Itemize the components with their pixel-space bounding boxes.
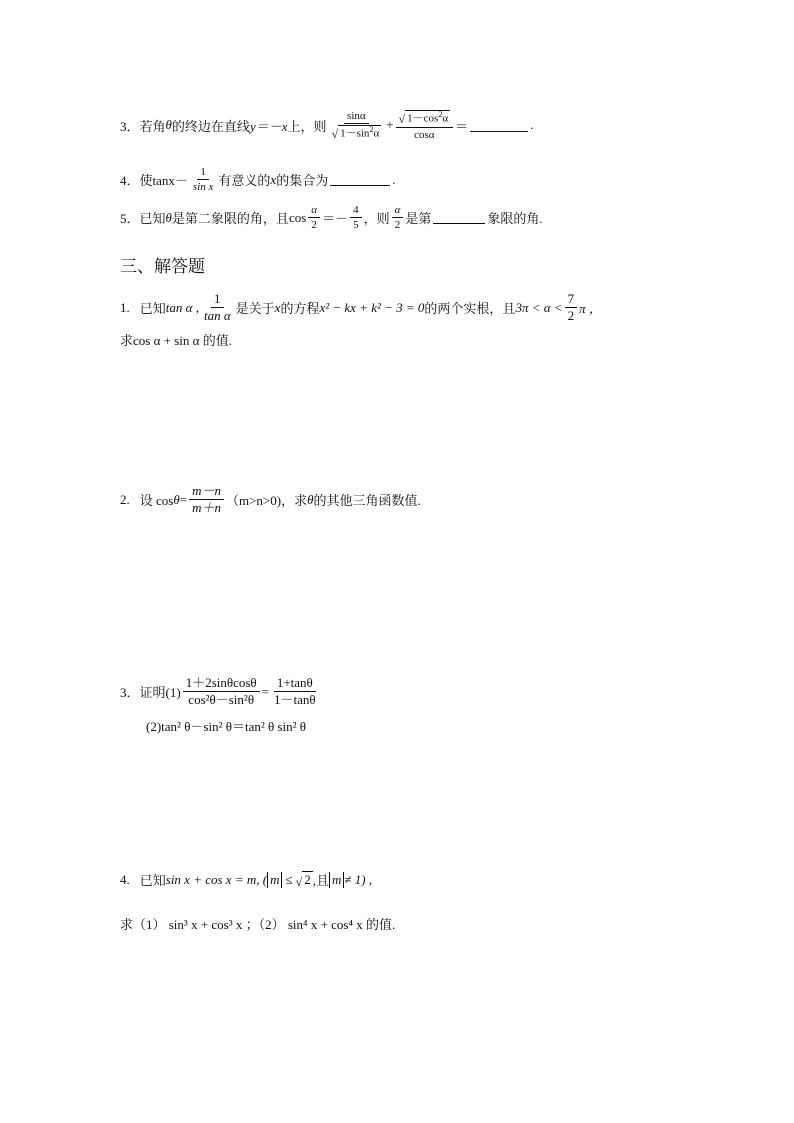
fraction-denominator: 2 — [567, 308, 575, 324]
text: 求（1） sin³ x + cos³ x ；（2） sin⁴ x + cos⁴ x 的值. — [120, 917, 396, 932]
fraction-alpha-over-2 — [308, 204, 320, 231]
radicand: 2 — [304, 872, 311, 887]
fraction-numerator: m－n — [189, 484, 224, 500]
abs-m: m — [267, 872, 282, 888]
sqrt-sign: √ $1-\cos^2\alpha$ — [398, 110, 449, 126]
text: ，则 — [363, 211, 390, 227]
fraction-denominator: 2 — [311, 219, 317, 232]
fraction-denominator: cosα — [414, 128, 435, 141]
line-equation: y＝－x — [249, 118, 288, 134]
solve-question-2 — [120, 484, 421, 516]
radicand-tail: α — [373, 127, 380, 140]
fraction-numerator: sinα — [344, 110, 369, 124]
fraction-denominator: m＋n — [192, 500, 221, 516]
fraction-numerator: 1 — [211, 292, 224, 308]
solve-question-1-line-2 — [120, 330, 232, 349]
equals-sign: ＝－ — [322, 211, 349, 227]
variable-x: x — [270, 171, 277, 187]
radicand: 1－sin — [340, 127, 370, 140]
text: 上，则 — [287, 118, 327, 134]
variable-x: x — [274, 299, 281, 315]
text: 象限的角. — [487, 211, 543, 227]
range-right: π ， — [579, 301, 602, 317]
text: 的两个实根，且 — [424, 301, 516, 317]
period: . — [392, 171, 396, 187]
text: 使 — [139, 173, 153, 189]
fraction-denominator: 5 — [353, 219, 359, 232]
equals-sign: = — [261, 683, 269, 699]
fill-question-5 — [120, 204, 543, 231]
sqrt-sign: √ $1-\sin^2\alpha$ — [331, 125, 380, 141]
condition: （m>n>0)，求 — [225, 493, 308, 509]
fraction-denominator: sin x — [192, 181, 214, 194]
fraction-numerator — [396, 110, 454, 128]
solve-question-3-line-2 — [146, 716, 306, 735]
answer-blank[interactable] — [470, 119, 528, 132]
text: 证明(1) — [139, 685, 181, 701]
question-number: 1. — [120, 299, 130, 315]
text: 有意义的 — [218, 173, 271, 189]
answer-blank[interactable] — [330, 173, 390, 186]
fraction-7-over-2 — [565, 292, 578, 324]
tan-expression: tanx－ — [152, 173, 188, 189]
fraction-m-n — [189, 484, 224, 516]
question-number: 3． — [120, 118, 140, 134]
text: 求cos α + sin α 的值. — [120, 333, 232, 348]
fraction-one-over-sin — [190, 166, 216, 193]
text: 是第二象限的角，且 — [171, 211, 289, 227]
question-number: 4． — [120, 173, 140, 189]
plus-sign: + — [386, 117, 394, 133]
question-number: 5． — [120, 211, 140, 227]
question-number: 3． — [120, 685, 140, 701]
fraction-sqrt-over-cos — [396, 110, 454, 141]
question-number: 2. — [120, 491, 130, 507]
fraction-numerator: 1 — [197, 166, 209, 180]
text: 设 cos — [139, 493, 174, 509]
question-number: 4. — [120, 871, 130, 887]
equals-sign: ＝ — [455, 118, 469, 134]
theta-symbol: θ — [165, 209, 172, 225]
abs-m: m — [329, 872, 344, 888]
fraction-numerator: 7 — [565, 292, 578, 308]
text: ,且 — [312, 873, 329, 888]
text: 是第 — [405, 211, 432, 227]
fraction-denominator: tan α — [203, 308, 231, 324]
fraction-denominator: cos²θ－sin²θ — [188, 692, 255, 708]
text: 的方程 — [280, 301, 320, 317]
theta-symbol: θ — [173, 491, 180, 507]
radicand: 1－cos — [407, 112, 439, 125]
text: 已知 — [139, 301, 166, 317]
tan-expression: tan α , — [165, 299, 199, 315]
text: 已知 — [139, 873, 166, 888]
text: 的集合为 — [276, 173, 329, 189]
equation: x² − kx + k² − 3 = 0 — [319, 299, 425, 315]
fraction-sin-over-sqrt — [329, 110, 385, 141]
text: 的终边在直线 — [171, 118, 250, 134]
fraction-numerator: 1＋2sinθcosθ — [183, 676, 260, 692]
le-sign: ≤ — [285, 871, 293, 887]
solve-question-4 — [120, 870, 372, 889]
section-heading: 三、解答题 — [120, 257, 205, 277]
solve-question-1 — [120, 292, 602, 324]
fraction-right — [271, 676, 319, 708]
text: 已知 — [139, 211, 166, 227]
expression-tail: ≠ 1) , — [344, 871, 373, 887]
fraction-denominator — [329, 124, 385, 141]
fill-question-3 — [120, 110, 533, 141]
period: . — [530, 117, 534, 133]
expression: sin x + cos x = m, ( — [165, 871, 268, 887]
solve-question-4-line-2 — [120, 914, 395, 933]
fraction-numerator: 4 — [350, 204, 362, 218]
theta-symbol: θ — [307, 491, 314, 507]
fraction-alpha-over-2 — [392, 204, 404, 231]
text: (2)tan² θ－sin² θ＝tan² θ sin² θ — [146, 719, 307, 734]
equals-sign: = — [179, 491, 188, 507]
cos-label: cos — [288, 209, 307, 225]
fraction-4-over-5 — [350, 204, 362, 231]
range-left: 3π < α < — [515, 299, 563, 315]
fraction-numerator: 1+tanθ — [274, 676, 316, 692]
fraction-one-over-tan — [201, 292, 234, 324]
text: 的其他三角函数值. — [313, 493, 421, 509]
text: 是关于 — [235, 301, 275, 317]
fill-question-4 — [120, 166, 395, 193]
fraction-denominator: 1－tanθ — [274, 692, 316, 708]
fraction-left — [183, 676, 260, 708]
theta-symbol: θ — [165, 117, 172, 133]
sqrt-sign: √ 2 — [295, 872, 311, 889]
fraction-denominator: 2 — [394, 219, 401, 232]
answer-blank[interactable] — [433, 211, 485, 224]
text: 若角 — [139, 118, 166, 134]
fraction-numerator: α — [308, 204, 320, 218]
radicand-tail: α — [442, 112, 449, 125]
fraction-numerator: α — [392, 204, 404, 218]
solve-question-3 — [120, 676, 321, 708]
